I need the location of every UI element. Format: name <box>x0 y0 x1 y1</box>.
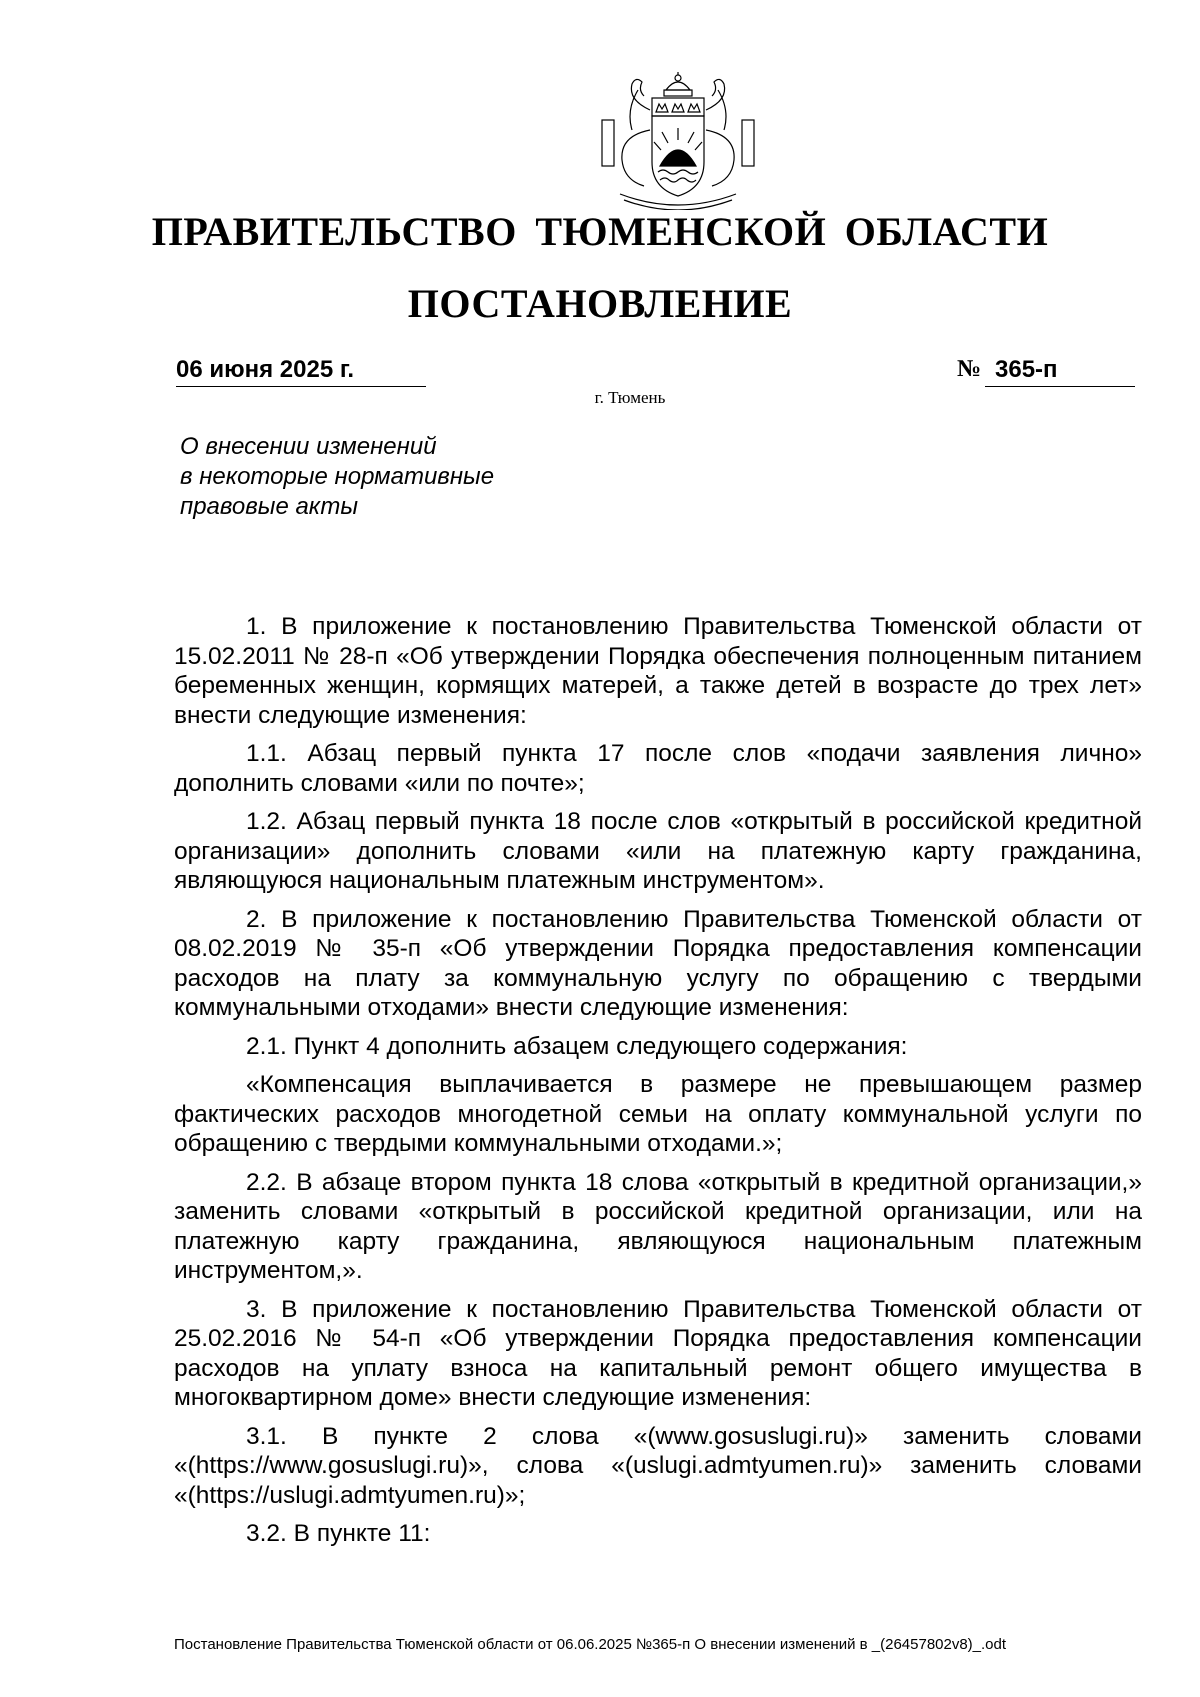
paragraph-1: 1. В приложение к постановлению Правительства Тюменской области от 15.02.2011 № 28-п «Об утверждении Порядка обеспечения полноценным питанием беременных женщин, кормящих матерей, а также детей в возрасте до трех лет» внести следующие изменения: <box>174 613 1142 729</box>
document-date: 06 июня 2025 г. <box>176 356 426 387</box>
document-body <box>174 612 1142 1558</box>
paragraph-2-1-quote: «Компенсация выплачивается в размере не превышающем размер фактических расходов многодетной семьи на оплату коммунальной услуги по обращению с твердыми коммунальными отходами.»; <box>174 1071 1142 1157</box>
document-number: 365-п <box>985 356 1135 387</box>
paragraph-2-1: 2.1. Пункт 4 дополнить абзацем следующего содержания: <box>246 1032 908 1060</box>
coat-of-arms-emblem <box>598 70 758 210</box>
city-label: г. Тюмень <box>594 388 666 407</box>
paragraph-3-2: 3.2. В пункте 11: <box>246 1520 431 1547</box>
number-sign: № <box>957 356 982 382</box>
government-title: ПРАВИТЕЛЬСТВО ТЮМЕНСКОЙ ОБЛАСТИ <box>151 209 1049 254</box>
paragraph-1-2: 1.2. Абзац первый пункта 18 после слов «открытый в российской кредитной организации» дополнить словами «или на платежную карту гражданина, являющуюся национальным платежным инструментом». <box>174 808 1142 894</box>
paragraph-2-2: 2.2. В абзаце втором пункта 18 слова «открытый в кредитной организации,» заменить словами «открытый в российской кредитной организации, или на платежную карту гражданина, являющуюся национальным платежным инструментом,». <box>174 1168 1142 1284</box>
paragraph-3-1: 3.1. В пункте 2 слова «(www.gosuslugi.ru)» заменить словами «(https://www.gosuslugi.ru)», слова «(uslugi.admtyumen.ru)» заменить словами «(https://uslugi.admtyumen.ru)»; <box>174 1422 1142 1509</box>
page-footer: Постановление Правительства Тюменской области от 06.06.2025 №365-п О внесении изменений в _(26457802v8)_.odt <box>174 1636 1007 1653</box>
document-type-title: ПОСТАНОВЛЕНИЕ <box>407 281 793 326</box>
paragraph-3: 3. В приложение к постановлению Правительства Тюменской области от 25.02.2016 № 54-п «Об утверждении Порядка предоставления компенсации расходов на уплату взноса на капитальный ремонт общего имущества в многоквартирном доме» внести следующие изменения: <box>174 1295 1142 1411</box>
paragraph-2: 2. В приложение к постановлению Правительства Тюменской области от 08.02.2019 № 35-п «Об утверждении Порядка предоставления компенсации расходов на плату за коммунальную услугу по обращению с твердыми коммунальными отходами» внести следующие изменения: <box>174 905 1142 1021</box>
paragraph-1-1: 1.1. Абзац первый пункта 17 после слов «подачи заявления лично» дополнить словами «или по почте»; <box>174 740 1142 797</box>
document-subject: О внесении изменений в некоторые нормативные правовые акты <box>180 433 495 520</box>
